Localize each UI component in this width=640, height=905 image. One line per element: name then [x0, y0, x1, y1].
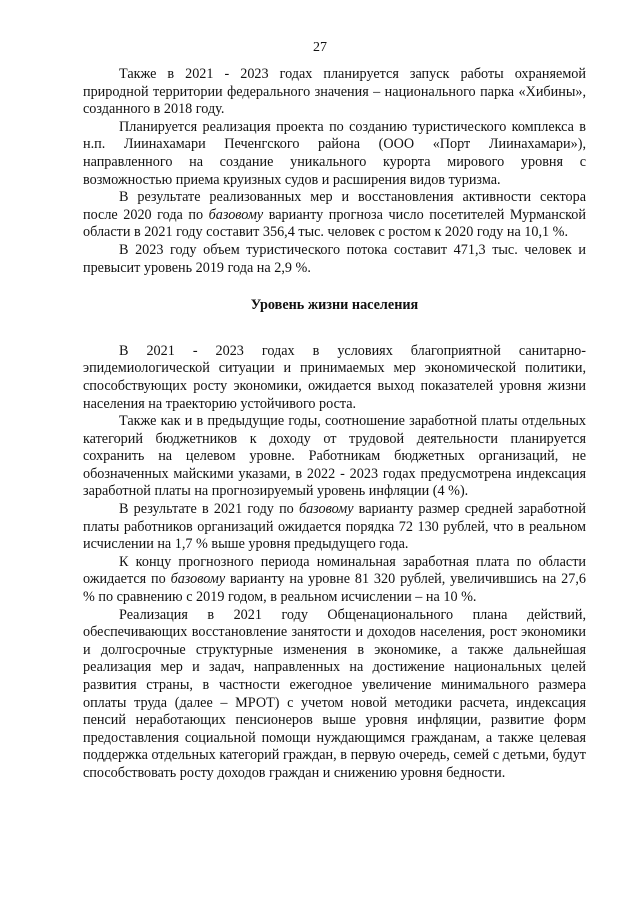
paragraph-wage-ratio: Также как и в предыдущие годы, соотношение заработной платы отдельных категорий бюджетников к доходу от трудовой деятельности планируется сохранить на целевом уровне. Работникам бюджетных организаций, не обозначенных майскими указами, в 2022 - 2023 годах предусмотрена индексация заработной платы на прогнозируемый уровень инфляции (4 %).	[83, 413, 586, 500]
paragraph-average-wage-2021	[83, 501, 586, 554]
text-segment: варианту на уровне 81 320 рублей, увеличившись на 27,6 % по сравнению с 2019 годом, в реальном исчислении – на 10 %.	[83, 571, 586, 606]
text-segment: В результате в 2021 году по	[119, 501, 299, 518]
paragraph-national-action-plan: Реализация в 2021 году Общенационального плана действий, обеспечивающих восстановление занятости и доходов населения, рост экономики и долгосрочные структурные изменения в экономике, а также дальнейшая реализация мер и задач, направленных на достижение национальных целей развития страны, в частности ежегодное увеличение минимального размера оплаты труда (далее – МРОТ) с учетом новой методики расчета, индексация пенсий неработающих пенсионеров выше уровня инфляции, развитие форм предоставления социальной помощи нуждающимся гражданам, а также целевая поддержка отдельных категорий граждан, в первую очередь, семей с детьми, будут способствовать росту доходов граждан и снижению уровня бедности.	[83, 606, 586, 781]
paragraph-tourist-flow-2023: В 2023 году объем туристического потока составит 471,3 тыс. человек и превысит уровень 2019 года на 2,9 %.	[83, 241, 586, 276]
text-segment: В результате реализованных мер и восстановления активности сектора после 2020 года по	[83, 189, 586, 223]
text-segment: варианту размер средней заработной платы работников организаций ожидается порядка 72 130 рублей, что в реальном исчислении на 1,7 % выше уровня предыдущего года.	[83, 501, 586, 553]
text-segment: К концу прогнозного периода номинальная заработная плата по области ожидается по	[83, 553, 586, 588]
italic-term: базовому	[298, 501, 354, 518]
paragraph-living-standards-outlook: В 2021 - 2023 годах в условиях благоприятной санитарно-эпидемиологической ситуации и принимаемых мер экономической политики, способствующих росту экономики, ожидается выход показателей уровня жизни населения на траекторию устойчивого роста.	[83, 342, 586, 412]
paragraph-nominal-wage-forecast	[83, 554, 586, 607]
document-body	[83, 66, 586, 783]
page-number: 27	[313, 40, 327, 55]
section-heading: Уровень жизни населения	[250, 297, 419, 314]
paragraph-tourist-count-2021	[83, 189, 586, 242]
text-segment: варианту прогноза число посетителей Мурманской области в 2021 году составит 356,4 тыс. человек с ростом к 2020 году на 10,1 %.	[83, 206, 586, 241]
paragraph-hibiny-park: Также в 2021 - 2023 годах планируется запуск работы охраняемой природной территории федерального значения – национального парка «Хибины», созданного в 2018 году.	[83, 66, 586, 118]
paragraph-liinakhamari-project: Планируется реализация проекта по созданию туристического комплекса в н.п. Лиинахамари Печенгского района (ООО «Порт Лиинахамари»), направленного на создание уникального курорта мирового уровня с возможностью приема круизных судов и расширения видов туризма.	[83, 118, 586, 188]
italic-term: базовому	[208, 206, 264, 223]
italic-term: базовому	[170, 571, 226, 588]
